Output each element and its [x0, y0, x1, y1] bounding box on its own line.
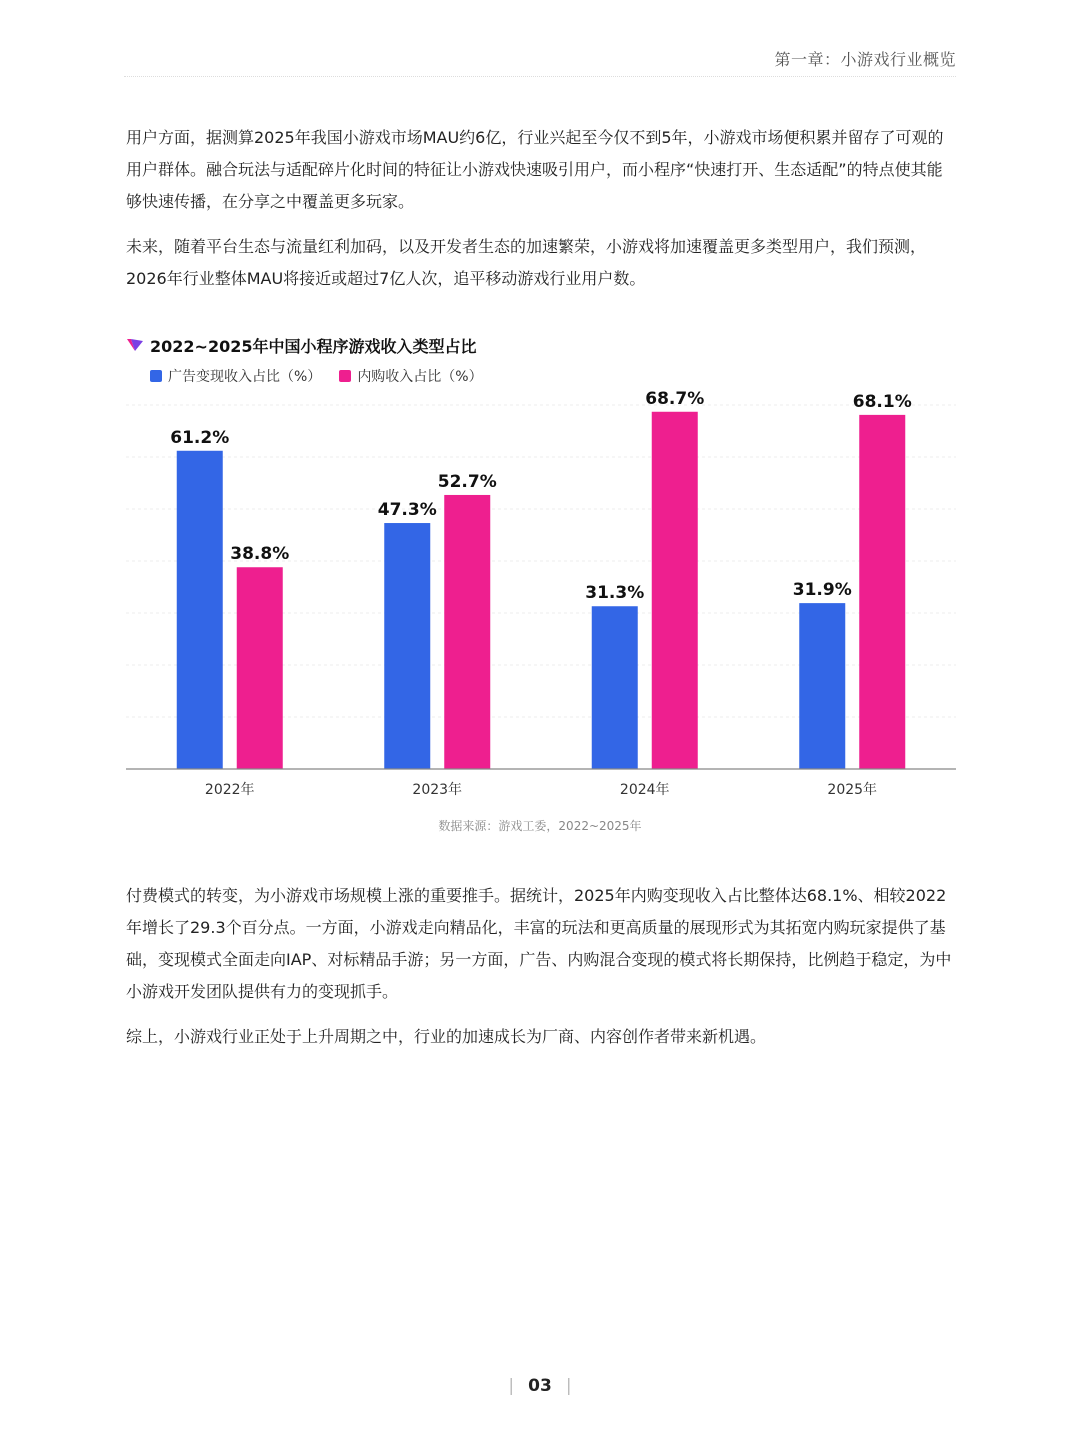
x-tick-label: 2025年 [827, 782, 878, 798]
x-tick-label: 2022年 [204, 782, 255, 798]
x-tick-label: 2024年 [619, 782, 670, 798]
legend-label-iap: 内购收入占比（%） [357, 369, 483, 385]
bar-iap [444, 495, 490, 769]
chart-title: 2022~2025年中国小程序游戏收入类型占比 [150, 337, 477, 356]
bar-iap [652, 412, 698, 769]
data-label: 68.1% [852, 391, 912, 412]
data-label: 38.8% [230, 544, 290, 565]
page-number: | 03 | [508, 1376, 572, 1396]
chart-source: 数据来源：游戏工委，2022~2025年 [438, 819, 642, 833]
bar-ad [384, 523, 430, 769]
data-label: 31.3% [585, 583, 645, 604]
page-number-value: 03 [528, 1376, 552, 1396]
bar-ad [592, 606, 638, 769]
data-label: 68.7% [645, 388, 705, 409]
bar-iap [859, 415, 905, 769]
data-label: 52.7% [437, 471, 497, 492]
bar-iap [237, 567, 283, 769]
legend-label-ad: 广告变现收入占比（%） [168, 369, 322, 385]
bar-ad [799, 603, 845, 769]
bar-ad [177, 451, 223, 769]
paragraph-users: 用户方面，据测算2025年我国小游戏市场MAU约6亿，行业兴起至今仅不到5年，小游戏市场便积累并留存了可观的用户群体。融合玩法与适配碎片化时间的特征让小游戏快速吸引用户，而小程序“快速打开、生态适配”的特点使其能够快速传播，在分享之中覆盖更多玩家。 [126, 128, 944, 211]
header-title: 第一章：小游戏行业概览 [774, 50, 956, 69]
paragraph-summary: 综上，小游戏行业正处于上升周期之中，行业的加速成长为厂商、内容创作者带来新机遇。 [126, 1027, 767, 1046]
data-label: 47.3% [377, 500, 437, 521]
paragraph-future: 未来，随着平台生态与流量红利加码，以及开发者生态的加速繁荣，小游戏将加速覆盖更多类型用户，我们预测，2026年行业整体MAU将接近或超过7亿人次，追平移动游戏行业用户数。 [126, 237, 927, 288]
x-tick-label: 2023年 [412, 782, 463, 798]
data-label: 31.9% [792, 580, 852, 601]
data-label: 61.2% [170, 427, 230, 448]
paragraph-payment-shift: 付费模式的转变，为小游戏市场规模上涨的重要推手。据统计，2025年内购变现收入占比整体达68.1%、相较2022年增长了29.3个百分点。一方面，小游戏走向精品化，丰富的玩法和更高质量的展现形式为其拓宽内购玩家提供了基础，变现模式全面走向IAP、对标精品手游；另一方面，广告、内购混合变现的模式将长期保持，比例趋于稳定，为中小游戏开发团队提供有力的变现抓手。 [126, 886, 952, 1001]
